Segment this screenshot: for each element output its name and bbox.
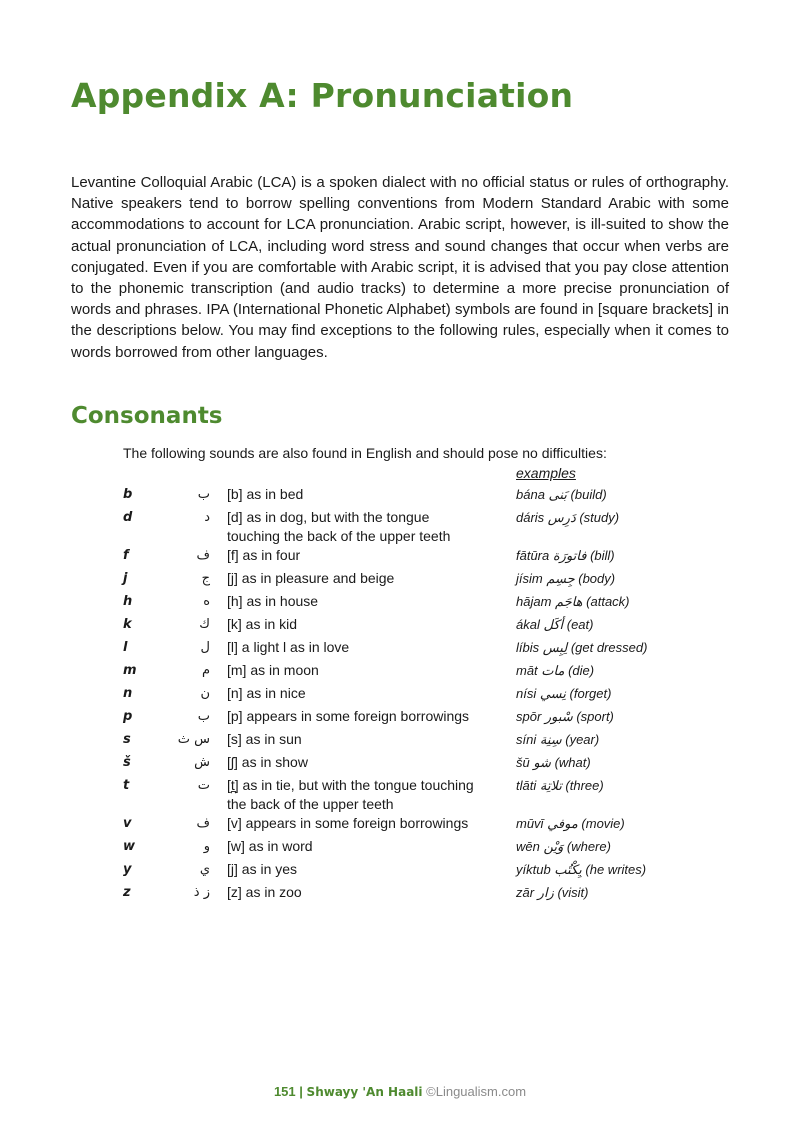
consonant-letter: t	[123, 778, 130, 793]
arabic-letter: ن	[200, 686, 210, 701]
arabic-letter: ش	[194, 755, 210, 770]
example-word: wēn وَيْن (where)	[516, 839, 611, 854]
sound-description: [j] as in yes	[227, 861, 298, 877]
sound-description: [ʃ] as in show	[227, 754, 308, 770]
consonant-letter: h	[123, 594, 133, 609]
example-word: tlāti تلاتِة (three)	[516, 778, 604, 793]
consonant-letter: y	[123, 862, 132, 877]
book-title: Shwayy 'An Haali	[306, 1085, 423, 1099]
sound-description: [p] appears in some foreign borrowings	[227, 708, 470, 724]
example-word: hājam هاجَم (attack)	[516, 594, 630, 609]
arabic-letter: ه	[203, 594, 210, 609]
arabic-letter: ل	[200, 640, 210, 655]
arabic-letter: م	[201, 663, 210, 678]
example-word: mūvī موفي (movie)	[516, 816, 625, 831]
arabic-letter: ي	[199, 862, 210, 877]
copyright-text: ©Lingualism.com	[426, 1084, 527, 1099]
sound-description: [m] as in moon	[227, 662, 319, 678]
arabic-letter: ب	[197, 709, 210, 724]
example-word: ákal أكَل (eat)	[516, 617, 594, 632]
sound-description: [n] as in nice	[227, 685, 306, 701]
arabic-letter: ك	[199, 617, 210, 632]
page-footer	[0, 1084, 800, 1099]
sound-description: [h] as in house	[227, 593, 319, 609]
page-title: Appendix A: Pronunciation	[71, 76, 574, 115]
consonant-letter: f	[123, 548, 129, 563]
consonants-heading: Consonants	[71, 403, 223, 429]
intro-paragraph: Levantine Colloquial Arabic (LCA) is a spoken dialect with no official status or rules of orthography. Native speakers tend to borrow spelling conventions from Modern Standard Arabic with some accommodations to account for LCA pronunciation. Arabic script, however, is ill-suited to show the actual pronunciation of LCA, including word stress and sound changes that occur when verbs are conjugated. Even if you are comfortable with Arabic script, it is advised that you pay close attention to the phonemic transcription (and audio tracks) to determine a more precise pronunciation of words and phrases. IPA (International Phonetic Alphabet) symbols are found in [square brackets] in the descriptions below. You may find exceptions to the following rules, especially when it comes to words borrowed from other languages.	[71, 174, 729, 361]
sound-description: [z] as in zoo	[227, 884, 302, 900]
example-word: dáris دَرِس (study)	[516, 510, 620, 525]
arabic-letter: ف	[196, 548, 210, 563]
sound-description: [d] as in dog, but with the tongue touching the back of the upper teeth	[227, 509, 451, 544]
example-word: síni سِنِة (year)	[516, 732, 600, 747]
sound-description: [l] a light l as in love	[227, 639, 350, 655]
example-word: yíktub يِكْتُب (he writes)	[516, 862, 647, 877]
example-word: fātūra فاتورَة (bill)	[516, 548, 615, 563]
sound-description: [k] as in kid	[227, 616, 298, 632]
example-word: zār زار (visit)	[516, 885, 589, 900]
footer-separator: |	[299, 1084, 303, 1099]
consonant-letter: z	[123, 885, 131, 900]
consonant-letter: l	[123, 640, 128, 655]
arabic-letter: ف	[196, 816, 210, 831]
consonant-letter: k	[123, 617, 132, 632]
sound-description: [f] as in four	[227, 547, 301, 563]
example-word: nísi نِسي (forget)	[516, 686, 612, 701]
arabic-letter: و	[203, 839, 210, 854]
arabic-letter: ز ذ	[193, 885, 210, 900]
consonant-letter: w	[123, 839, 136, 854]
examples-column-header: examples	[516, 465, 576, 481]
arabic-letter: ت	[197, 778, 210, 793]
example-word: māt مات (die)	[516, 663, 595, 678]
consonant-letter: š	[123, 755, 131, 770]
consonant-letter: v	[123, 816, 132, 831]
consonant-letter: p	[123, 709, 133, 724]
page-number: 151	[273, 1084, 296, 1099]
arabic-letter: د	[204, 510, 210, 525]
arabic-letter: س ث	[177, 732, 210, 747]
sound-description: [v] appears in some foreign borrowings	[227, 815, 469, 831]
arabic-letter: ب	[197, 487, 210, 502]
sound-description: [t̪] as in tie, but with the tongue touching the back of the upper teeth	[227, 777, 474, 812]
example-word: šū شو (what)	[516, 755, 591, 770]
consonant-letter: d	[123, 510, 133, 525]
example-word: bána بَنى (build)	[516, 487, 607, 502]
example-word: líbis لِبِس (get dressed)	[516, 640, 648, 655]
sound-description: [b] as in bed	[227, 486, 304, 502]
sound-description: [s] as in sun	[227, 731, 302, 747]
consonant-letter: m	[123, 663, 137, 678]
consonant-letter: n	[123, 686, 133, 701]
consonant-letter: s	[123, 732, 131, 747]
example-word: jísim جِسِم (body)	[516, 571, 616, 586]
arabic-letter: ج	[201, 571, 210, 586]
sound-description: [j] as in pleasure and beige	[227, 570, 395, 586]
consonant-letter: j	[123, 571, 128, 586]
sound-description: [w] as in word	[227, 838, 313, 854]
consonant-letter: b	[123, 487, 133, 502]
consonants-lead-text: The following sounds are also found in English and should pose no difficulties:	[123, 445, 607, 461]
example-word: spōr سْبور (sport)	[516, 709, 614, 724]
